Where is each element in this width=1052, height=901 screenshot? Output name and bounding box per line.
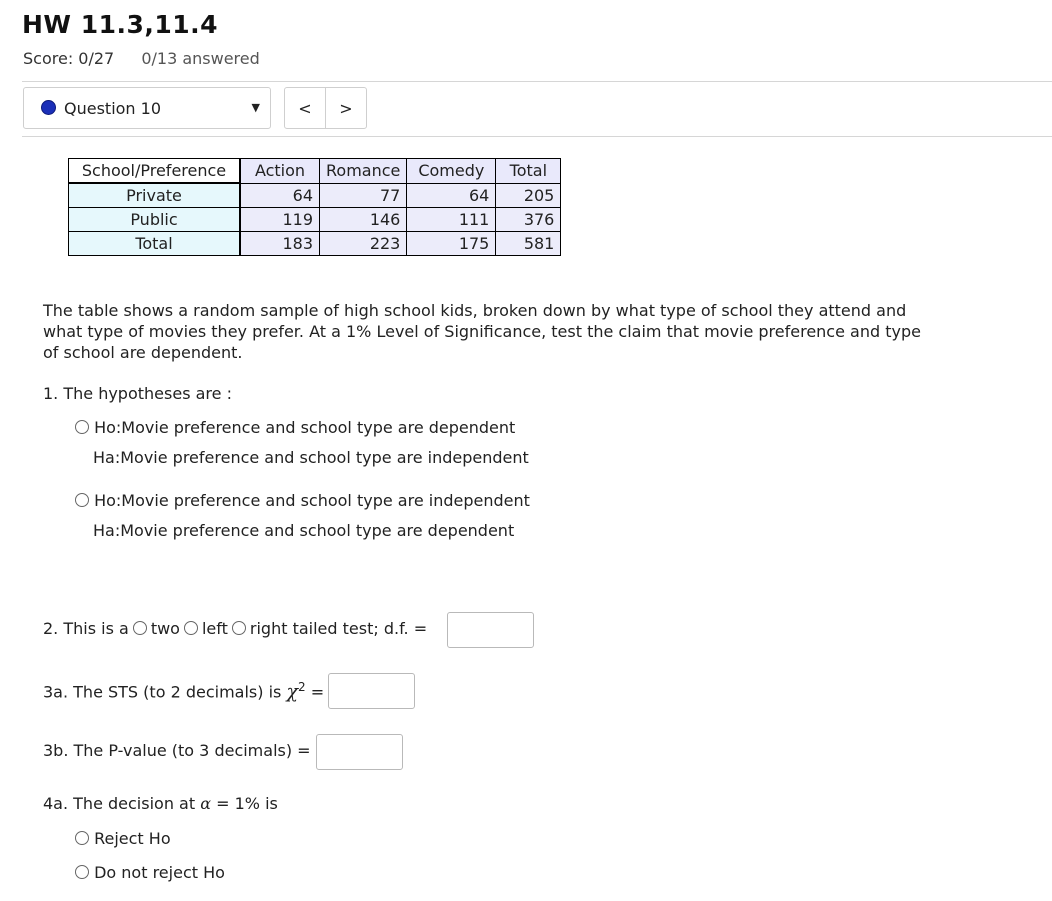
hypothesis-option-1[interactable] (75, 418, 515, 437)
table-row-header: Public (69, 208, 241, 232)
radio-button[interactable] (75, 420, 89, 434)
hypothesis-option-2[interactable] (75, 491, 530, 510)
table-cell: 376 (496, 208, 561, 232)
radio-button[interactable] (75, 865, 89, 879)
q4a-suffix: = 1% is (216, 794, 278, 813)
divider (22, 136, 1052, 137)
table-row (69, 232, 561, 256)
chevron-down-icon: ▼ (251, 101, 260, 114)
table-cell: 175 (407, 232, 496, 256)
chi-symbol: χ (286, 680, 298, 703)
table-row-header: Total (69, 232, 241, 256)
table-cell: 64 (240, 183, 320, 208)
table-cell: 64 (407, 183, 496, 208)
decision-option-do-not-reject[interactable] (75, 863, 225, 882)
score-row (23, 49, 260, 68)
table-corner-header: School/Preference (69, 159, 241, 184)
table-cell: 77 (320, 183, 407, 208)
decision-option-label: Reject Ho (94, 829, 171, 848)
next-question-button[interactable]: > (339, 98, 353, 118)
decision-option-label: Do not reject Ho (94, 863, 225, 882)
option-ha-text: Ha:Movie preference and school type are dependent (93, 521, 515, 540)
table-col-header: Total (496, 159, 561, 184)
table-cell: 205 (496, 183, 561, 208)
radio-left-tailed[interactable] (184, 621, 198, 635)
divider (22, 81, 1052, 82)
q2-prefix: 2. This is a (43, 619, 129, 638)
q2-opt-two: two (150, 619, 180, 638)
q4a-row (43, 794, 278, 813)
q2-opt-left: left (201, 619, 228, 638)
radio-button[interactable] (75, 493, 89, 507)
radio-right-tailed[interactable] (232, 621, 246, 635)
sts-input[interactable] (328, 673, 415, 709)
table-col-header: Comedy (407, 159, 496, 184)
q3a-suffix: = (310, 682, 325, 702)
option-ho-text: Ho:Movie preference and school type are dependent (94, 418, 516, 437)
question-prompt: The table shows a random sample of high school kids, broken down by what type of school they attend and what type of movies they prefer. At a 1% Level of Significance, test the claim that movie preference and type of school are dependent. (43, 301, 921, 362)
alpha-symbol: α (200, 794, 212, 813)
question-status-dot (41, 100, 56, 115)
q3a-prefix: 3a. The STS (to 2 decimals) is (43, 682, 282, 702)
q3a-row (43, 680, 324, 702)
table-cell: 223 (320, 232, 407, 256)
table-cell: 111 (407, 208, 496, 232)
table-col-header: Romance (320, 159, 407, 184)
table-cell: 183 (240, 232, 320, 256)
question-select[interactable] (23, 87, 271, 129)
chi-exponent: 2 (297, 680, 306, 694)
question-nav (284, 87, 367, 129)
table-cell: 581 (496, 232, 561, 256)
p-value-input[interactable] (316, 734, 403, 770)
answered-count: 0/13 answered (141, 49, 260, 68)
q2-row (43, 619, 427, 638)
table-row (69, 183, 561, 208)
table-col-header: Action (240, 159, 320, 184)
option-ha-text: Ha:Movie preference and school type are independent (93, 448, 529, 467)
score-text: Score: 0/27 (23, 49, 115, 68)
df-input[interactable] (447, 612, 534, 648)
decision-option-reject[interactable] (75, 829, 171, 848)
option-ho-text: Ho:Movie preference and school type are independent (94, 491, 530, 510)
q2-opt-right: right tailed test; d.f. = (249, 619, 428, 638)
radio-two-tailed[interactable] (133, 621, 147, 635)
table-row-header: Private (69, 183, 241, 208)
q3b-label: 3b. The P-value (to 3 decimals) = (43, 741, 311, 760)
table-cell: 146 (320, 208, 407, 232)
q1-label: 1. The hypotheses are : (43, 384, 232, 403)
table-cell: 119 (240, 208, 320, 232)
q4a-prefix: 4a. The decision at (43, 794, 196, 813)
table-row (69, 208, 561, 232)
question-select-label: Question 10 (64, 99, 162, 118)
radio-button[interactable] (75, 831, 89, 845)
table-header-row (69, 159, 561, 184)
contingency-table (68, 158, 561, 256)
prev-question-button[interactable]: < (285, 88, 326, 128)
page-title: HW 11.3,11.4 (22, 10, 219, 39)
